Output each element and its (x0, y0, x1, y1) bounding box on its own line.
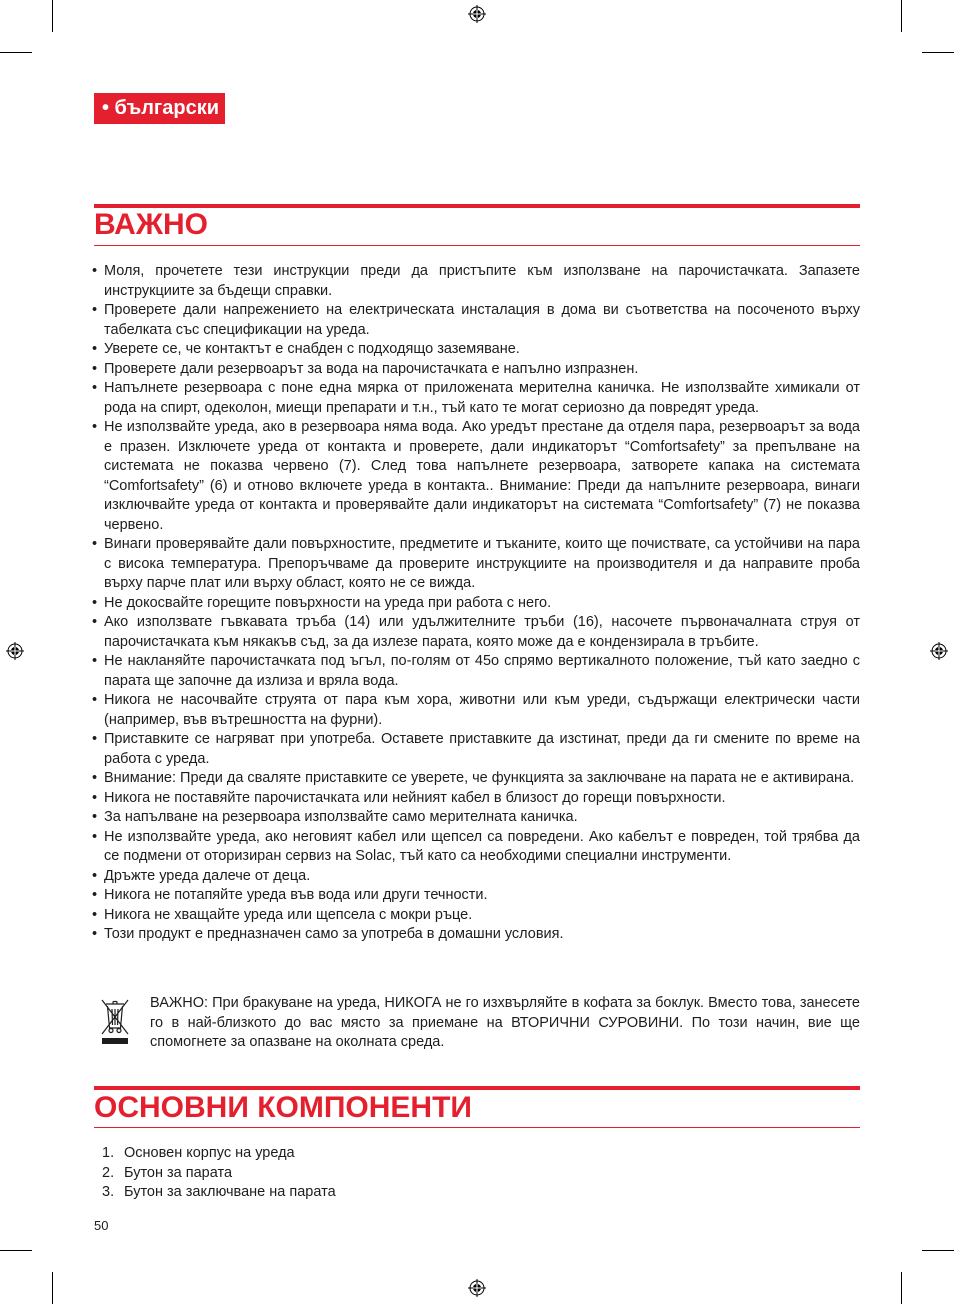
crop-mark (0, 1250, 32, 1251)
registration-mark-icon (6, 642, 24, 660)
list-item: • Проверете дали напрежението на електрическата инсталация в дома ви съответства на посоченото върху табелката със спецификации на уреда. (92, 301, 860, 340)
list-item: • Не докосвайте горещите повърхности на уреда при работа с него. (92, 594, 860, 614)
list-item: • Ако използвате гъвкавата тръба (14) или удължителните тръби (16), насочете първоначалната струя от парочистачката към някакъв съд, за да излезе парата, която може да е кондензирала в тръбите. (92, 613, 860, 652)
section-rule (94, 245, 860, 246)
components-section-title: ОСНОВНИ КОМПОНЕНТИ (94, 1091, 472, 1124)
page-number: 50 (94, 1218, 109, 1233)
list-item: • Не използвайте уреда, ако неговият кабел или щепсел са повредени. Ако кабелът е повреден, той трябва да се подмени от оторизиран сервиз на Solac, тъй като са необходими специални инструменти. (92, 828, 860, 867)
crop-mark (0, 52, 32, 53)
list-item: • Дръжте уреда далече от деца. (92, 867, 860, 887)
registration-mark-icon (468, 5, 486, 23)
important-section-title: ВАЖНО (94, 208, 208, 241)
crop-mark (922, 52, 954, 53)
list-item: • Уверете се, че контактът е снабден с подходящо заземяване. (92, 340, 860, 360)
list-item: • Приставките се нагряват при употреба. Оставете приставките да изстинат, преди да ги смените по време на работа с уреда. (92, 730, 860, 769)
section-rule (94, 1127, 860, 1128)
list-item: • Напълнете резервоара с поне една мярка от приложената мерителна каничка. Не използвайте химикали от рода на спирт, одеколон, миещи препарати и т.н., тъй като те могат сериозно да повредят уреда. (92, 379, 860, 418)
crop-mark (922, 1250, 954, 1251)
item-number: 2. (102, 1164, 115, 1181)
components-list (94, 1144, 336, 1203)
item-number: 1. (102, 1145, 115, 1161)
list-item: • Винаги проверявайте дали повърхностите, предметите и тъканите, които ще почиствате, са устойчиви на пара с висока температура. Препоръчваме да проверите инструкциите на производителя и да направите проба върху парче плат или върху област, която не се вижда. (92, 535, 860, 594)
list-item (94, 1183, 336, 1203)
list-item (94, 1164, 336, 1184)
disposal-notice-text: ВАЖНО: При бракуване на уреда, НИКОГА не го изхвърляйте в кофата за боклук. Вместо това, занесете го в най-близкото до вас място за приемане на ВТОРИЧНИ СУРОВИНИ. По този начин, вие ще спомогнете за опазване на околната среда. (150, 995, 860, 1050)
list-item: • Никога не поставяйте парочистачката или нейният кабел в близост до горещи повърхности. (92, 789, 860, 809)
item-label: Бутон за парата (124, 1164, 233, 1181)
list-item: • Внимание: Преди да сваляте приставките се уверете, че функцията за заключване на парата не е активирана. (92, 769, 860, 789)
crop-mark (52, 0, 53, 32)
crossed-out-wheelie-bin-icon (100, 998, 130, 1046)
item-number: 3. (102, 1184, 115, 1200)
section-divider (94, 204, 860, 208)
list-item: • Проверете дали резервоарът за вода на парочистачката е напълно изпразнен. (92, 360, 860, 380)
crop-mark (901, 0, 902, 32)
important-list (92, 262, 860, 945)
language-tag: • български (94, 93, 225, 124)
list-item: • Никога не насочвайте струята от пара към хора, животни или към уреди, съдържащи електрически части (например, във вътрешността на фурни). (92, 691, 860, 730)
list-item (94, 1144, 336, 1164)
list-item: • Не накланяйте парочистачката под ъгъл, по-голям от 45о спрямо вертикалното положение, тъй като заедно с парата ще започне да излиза и вряла вода. (92, 652, 860, 691)
item-label: Бутон за заключване на парата (124, 1184, 336, 1200)
disposal-notice (94, 994, 860, 1053)
list-item: • Този продукт е предназначен само за употреба в домашни условия. (92, 925, 860, 945)
list-item: • Никога не потапяйте уреда във вода или други течности. (92, 886, 860, 906)
list-item: • Никога не хващайте уреда или щепсела с мокри ръце. (92, 906, 860, 926)
crop-mark (52, 1272, 53, 1304)
registration-mark-icon (468, 1279, 486, 1297)
section-divider (94, 1086, 860, 1090)
registration-mark-icon (930, 642, 948, 660)
item-label: Основен корпус на уреда (124, 1145, 295, 1161)
list-item: • Моля, прочетете тези инструкции преди да пристъпите към използване на парочистачката. Запазете инструкциите за бъдещи справки. (92, 262, 860, 301)
list-item: • За напълване на резервоара използвайте само мерителната каничка. (92, 808, 860, 828)
list-item: • Не използвайте уреда, ако в резервоара няма вода. Ако уредът престане да отделя пара, резервоарът за вода е празен. Изключете уреда от контакта и проверете, дали индикаторът “Comfortsafety” за препълване на системата не показва червено (7). След това напълнете резервоара, затворете капака на системата “Comfortsafety” (6) и отново включете уреда в контакта.. Внимание: Преди да напълните резервоара, винаги изключвайте уреда от контакта и проверявайте дали индикаторът на системата “Comfortsafety” (7) не показва червено. (92, 418, 860, 535)
crop-mark (901, 1272, 902, 1304)
